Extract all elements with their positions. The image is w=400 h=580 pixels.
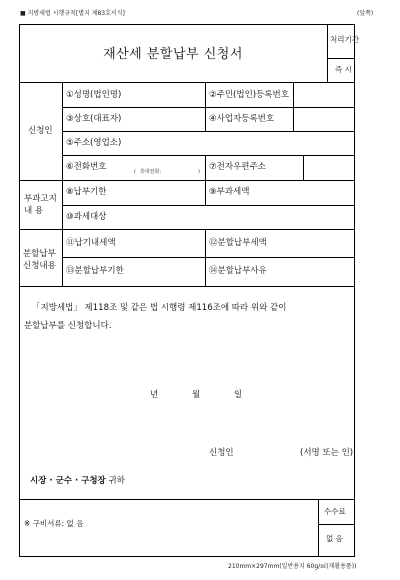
- date-day-label: 일: [234, 390, 243, 400]
- divider: [205, 229, 206, 286]
- installment-section-label: 분할납부: [23, 249, 56, 259]
- signer-label: 신청인: [209, 448, 234, 458]
- notice-section-label-2: 내 용: [24, 206, 44, 216]
- resident-number-label: ②주민(법인)등록번호: [209, 90, 289, 100]
- email-field[interactable]: [304, 156, 354, 179]
- divider: [327, 24, 328, 82]
- addressee-suffix: 귀하: [105, 476, 125, 486]
- attachments-note: ※ 구비서류: 없 음: [24, 519, 84, 528]
- page-side-label: (앞쪽): [357, 10, 374, 17]
- divider: [327, 58, 355, 59]
- form-title: 재산세 분할납부 신청서: [103, 47, 243, 62]
- trade-name-field[interactable]: [138, 108, 204, 130]
- divider: [205, 180, 206, 205]
- declaration-line-2: 분할납부를 신청합니다.: [24, 321, 112, 331]
- fee-label: 수수료: [324, 507, 346, 516]
- addressee-title: 시장 · 군수 · 구청장: [30, 476, 106, 486]
- divider: [205, 82, 206, 131]
- installment-amount-label: ⑫분할납부세액: [209, 238, 267, 248]
- tax-object-field[interactable]: [120, 206, 354, 228]
- due-within-amount-field[interactable]: [130, 230, 204, 256]
- addressee: [30, 477, 125, 486]
- divider: [19, 286, 355, 287]
- divider: [205, 155, 206, 180]
- processing-period-label: 처리기간: [330, 35, 359, 44]
- due-within-amount-label: ⑪납기내세액: [66, 238, 116, 248]
- phone-hint-open: (: [134, 169, 136, 175]
- form-reference: ■ 지방세법 시행규칙[별지 제83호서식]: [20, 10, 125, 17]
- address-field[interactable]: [138, 132, 354, 154]
- date-month-label: 월: [192, 390, 201, 400]
- tax-object-label: ⑩과세대상: [66, 212, 107, 222]
- business-number-field[interactable]: [294, 108, 354, 130]
- installment-reason-label: ⑭분할납부사유: [209, 266, 267, 276]
- due-date-field[interactable]: [120, 181, 204, 204]
- applicant-section-label: 신청인: [28, 126, 53, 136]
- email-label: ⑦전자우편주소: [209, 162, 266, 172]
- installment-reason-field[interactable]: [285, 258, 354, 285]
- processing-period-value: 즉 시: [335, 65, 352, 74]
- phone-label: ⑥전화번호: [66, 162, 107, 172]
- signer-name-field[interactable]: [240, 444, 295, 458]
- installment-due-field[interactable]: [130, 258, 204, 285]
- divider: [62, 82, 63, 286]
- trade-name-label: ③상호(대표자): [66, 114, 122, 124]
- signature-label: (서명 또는 인): [300, 448, 354, 458]
- notice-section-label: 부과고지: [24, 194, 57, 204]
- phone-hint-close: ): [198, 169, 200, 175]
- fee-value: 없 음: [326, 534, 343, 543]
- mobile-phone-hint: 휴대전화:: [140, 169, 162, 175]
- phone-field[interactable]: [110, 156, 204, 167]
- divider: [318, 499, 319, 557]
- divider: [318, 524, 355, 525]
- name-field[interactable]: [138, 83, 204, 106]
- name-label: ①성명(법인명): [66, 90, 122, 100]
- installment-amount-field[interactable]: [285, 230, 354, 256]
- address-label: ⑤주소(영업소): [66, 138, 122, 148]
- installment-due-label: ⑬분할납부기한: [66, 266, 124, 276]
- tax-amount-label: ⑨부과세액: [209, 187, 250, 197]
- paper-spec: 210mm×297mm(일반용지 60g/㎡(재활용품)): [228, 563, 357, 570]
- installment-section-label-2: 신청내용: [23, 261, 56, 271]
- business-number-label: ④사업자등록번호: [209, 114, 275, 124]
- due-date-label: ⑧납부기한: [66, 187, 107, 197]
- date-year-label: 년: [150, 390, 159, 400]
- divider: [19, 499, 355, 500]
- declaration-line-1: 「지방세법」 제118조 및 같은 법 시행령 제116조에 따라 위와 같이: [32, 303, 287, 313]
- tax-amount-field[interactable]: [275, 181, 354, 204]
- resident-number-field[interactable]: [294, 83, 354, 106]
